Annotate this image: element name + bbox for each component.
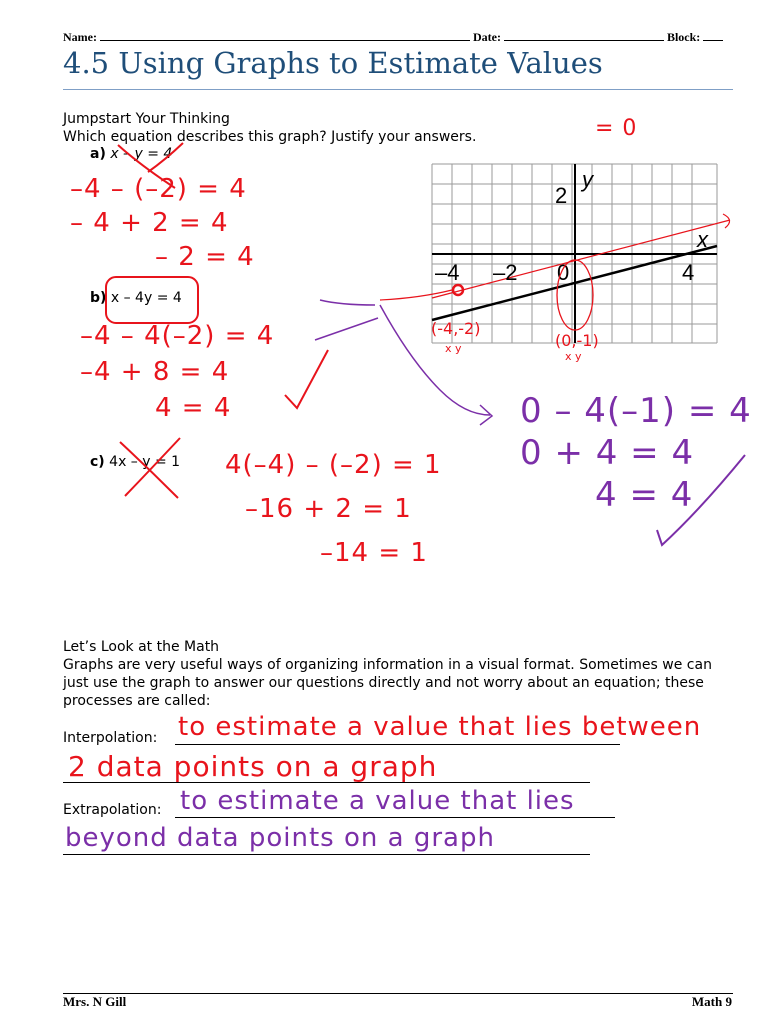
date-label: Date: xyxy=(472,30,501,44)
checkmark-b xyxy=(285,350,328,408)
point-label-left: (-4,-2) xyxy=(431,319,481,338)
work-right-line-2: 0 + 4 = 4 xyxy=(520,433,695,473)
date-blank[interactable] xyxy=(504,40,664,41)
handwritten-work-c xyxy=(225,443,442,575)
extrapolation-answer-line-2: beyond data points on a graph xyxy=(65,823,495,853)
extrapolation-blank-1[interactable] xyxy=(175,817,615,818)
handwritten-work-right xyxy=(520,390,752,516)
option-a-letter: a) xyxy=(90,146,106,162)
name-blank[interactable] xyxy=(100,40,470,41)
option-b xyxy=(90,290,182,306)
extrapolation-blank-2[interactable] xyxy=(63,854,590,855)
work-a-line-1: –4 – (–2) = 4 xyxy=(70,174,247,204)
handwritten-top-note: = 0 xyxy=(595,116,638,141)
interpolation-answer-line-2: 2 data points on a graph xyxy=(68,750,438,783)
work-b-line-3: 4 = 4 xyxy=(155,393,232,423)
extrapolation-label: Extrapolation: xyxy=(63,802,162,818)
work-c-line-2: –16 + 2 = 1 xyxy=(245,494,412,524)
footer-divider xyxy=(63,993,733,994)
option-a-equation: x – y = 4 xyxy=(110,146,173,162)
x-axis-label: x xyxy=(697,227,708,252)
page-title: 4.5 Using Graphs to Estimate Values xyxy=(63,46,603,80)
block-blank[interactable] xyxy=(703,40,723,41)
work-a-line-3: – 2 = 4 xyxy=(155,242,255,272)
interpolation-blank-1[interactable] xyxy=(175,744,620,745)
interpolation-label: Interpolation: xyxy=(63,730,158,746)
interpolation-answer-line-1: to estimate a value that lies between xyxy=(178,712,702,742)
point-label-right-sub: x y xyxy=(565,350,582,363)
option-c xyxy=(90,454,180,470)
work-b-line-2: –4 + 8 = 4 xyxy=(80,357,230,387)
work-b-line-1: –4 – 4(–2) = 4 xyxy=(80,321,275,351)
x-tick-label-4: 4 xyxy=(682,260,695,285)
option-c-letter: c) xyxy=(90,454,105,470)
work-c-line-3: –14 = 1 xyxy=(320,538,428,568)
point-label-left-sub: x y xyxy=(445,342,462,355)
work-c-line-1: 4(–4) – (–2) = 1 xyxy=(225,450,442,480)
x-tick-label-neg2: –2 xyxy=(493,260,518,285)
purple-arrow-head xyxy=(480,405,492,425)
extrapolation-answer-line-1: to estimate a value that lies xyxy=(180,786,575,816)
purple-arrow-to-b xyxy=(320,300,375,305)
math-paragraph: Graphs are very useful ways of organizing information in a visual format. Sometimes we can just use the graph to answer our questions directly and not worry about an equation; these processes are called: xyxy=(63,657,712,709)
title-divider xyxy=(63,89,733,90)
option-c-equation: 4x – y = 1 xyxy=(109,454,181,470)
work-a-line-2: – 4 + 2 = 4 xyxy=(70,208,229,238)
footer-teacher: Mrs. N Gill xyxy=(63,994,127,1009)
purple-line xyxy=(315,318,378,340)
option-b-equation: x – 4y = 4 xyxy=(110,290,182,306)
x-tick-label-neg4: –4 xyxy=(435,260,460,285)
work-right-line-1: 0 – 4(–1) = 4 xyxy=(520,391,752,431)
footer-course: Math 9 xyxy=(691,994,732,1009)
y-axis-label: y xyxy=(582,167,593,192)
point-label-right: (0,-1) xyxy=(555,331,599,350)
work-right-line-3: 4 = 4 xyxy=(595,475,694,515)
extended-red-line xyxy=(432,220,730,298)
jumpstart-question: Which equation describes this graph? Justify your answers. xyxy=(63,129,477,145)
handwritten-work-b xyxy=(80,318,274,426)
option-b-letter: b) xyxy=(90,290,107,306)
jumpstart-heading: Jumpstart Your Thinking xyxy=(63,111,230,127)
math-heading: Let’s Look at the Math xyxy=(63,639,220,655)
option-a xyxy=(90,146,172,162)
name-label: Name: xyxy=(63,30,97,44)
y-tick-label: 2 xyxy=(555,183,568,208)
block-label: Block: xyxy=(666,30,701,44)
handwritten-work-a xyxy=(70,172,255,274)
header-fields xyxy=(63,30,733,45)
coordinate-graph xyxy=(425,150,768,365)
x-tick-label-0: 0 xyxy=(557,260,570,285)
